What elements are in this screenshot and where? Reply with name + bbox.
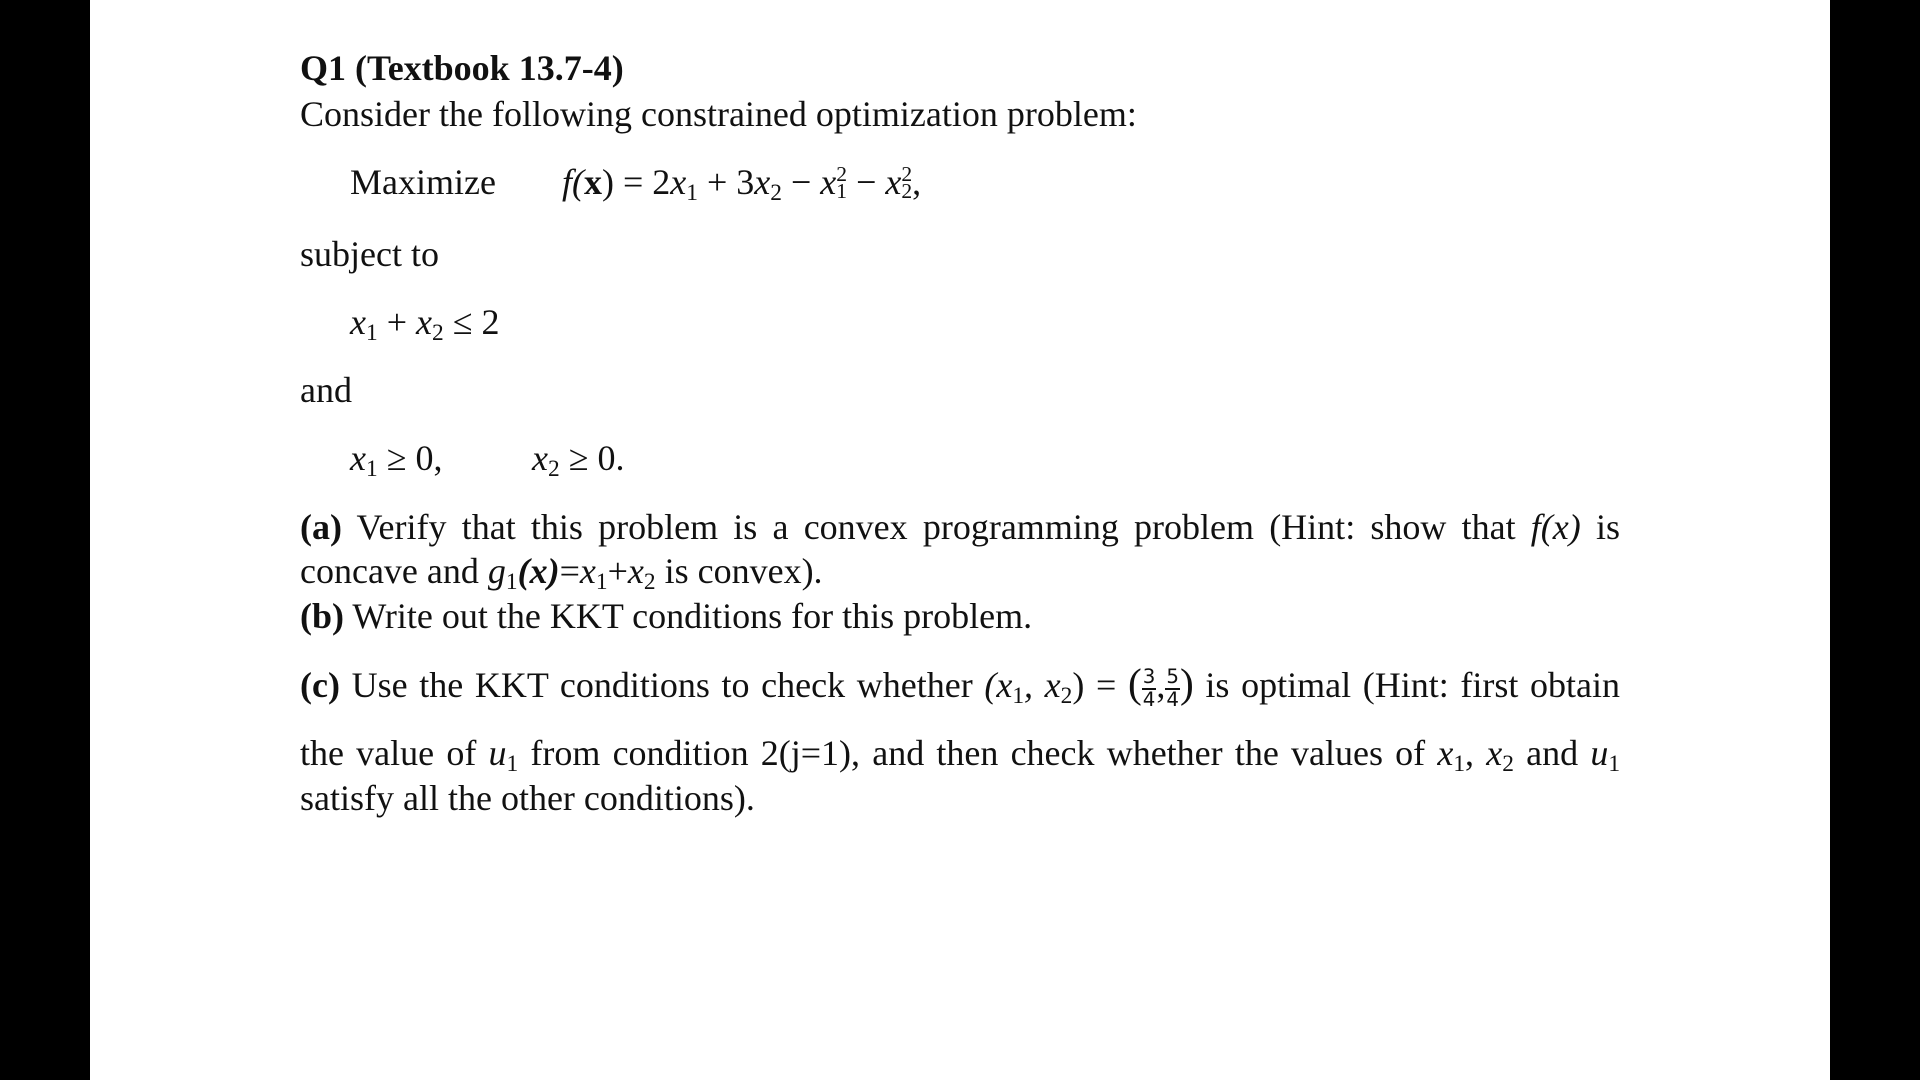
part-a-line2: concave and $g_1(x)=x_1+x_2$ is convex). — [300, 551, 823, 595]
part-b: (b) Write out the KKT conditions for this problem. — [300, 596, 1033, 636]
constraint-inequality: $x_1 + x_2 \le 2$ — [350, 302, 500, 346]
part-c-line3: satisfy all the other conditions). — [300, 778, 755, 818]
part-a-line1: (a) Verify that this problem is a convex programming problem (Hint: show that f(x) is — [300, 507, 1620, 547]
fraction-x2: $\frac{5}{4}$ — [1166, 665, 1179, 711]
part-c-line1: (c) Use the KKT conditions to check whether ($x_1$, $x_2$) = ( $\frac{3}{4}$ , $\frac{5}{4}$ ) is optimal (Hint: first obtain — [300, 660, 1620, 711]
question-title: Q1 (Textbook 13.7-4) — [300, 48, 624, 88]
objective-label: Maximize — [350, 162, 496, 202]
intro-text: Consider the following constrained optimization problem: — [300, 94, 1137, 134]
fraction-x1: $\frac{3}{4}$ — [1142, 665, 1156, 711]
subject-to-label: subject to — [300, 234, 439, 274]
part-c-line2: the value of $u_1$ from condition 2(j=1), and then check whether the values of $x_1$, $x_2$ and $u_1$ — [300, 733, 1621, 777]
nonnegativity-x2: $x_2 \ge 0$. — [532, 438, 625, 482]
nonnegativity-x1: $x_1 \ge 0$, — [350, 438, 443, 482]
and-label: and — [300, 370, 352, 410]
objective-function: $f(x) = 2x_1 + 3x_2 - x$ 2 1 − x 2 2 , — [562, 162, 922, 206]
document-page — [90, 0, 1830, 1080]
